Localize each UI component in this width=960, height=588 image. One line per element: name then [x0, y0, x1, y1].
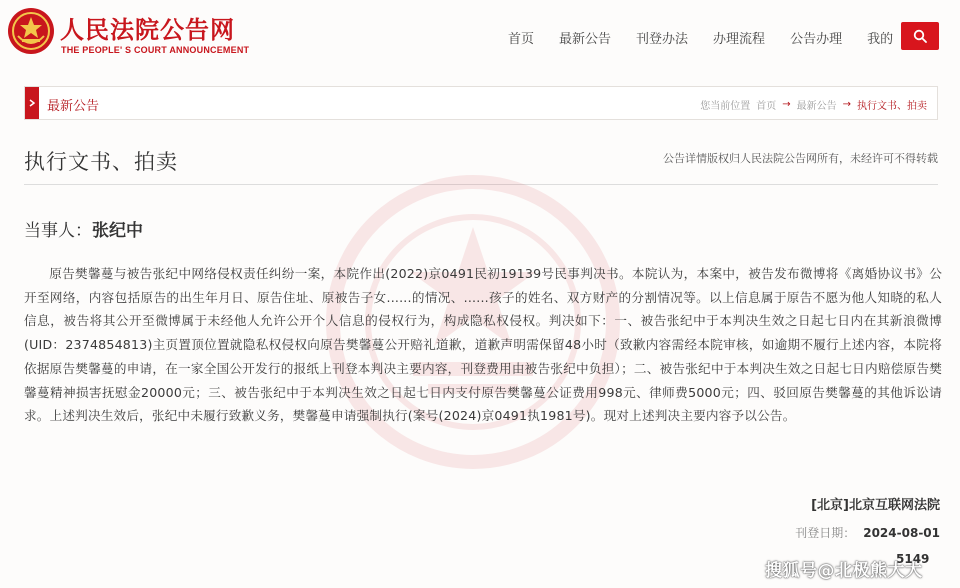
- announcement-body: 原告樊馨蔓与被告张纪中网络侵权责任纠纷一案，本院作出(2022)京0491民初19139号民事判决书。本院认为，本案中，被告发布微博将《离婚协议书》公开至网络，内容包括原告的出生年月日、原告住址、原被告子女......的情况、......孩子的姓名、双方财产的分割情况等。以上信息属于原告不愿为他人知晓的私人信息，被告将其公开至微博属于未经他人允许公开个人信息的侵权行为，构成隐私权侵权。判决如下：一、被告张纪中于本判决生效之日起七日内在其新浪微博(UID：2374854813)主页置顶位置就隐私权侵权向原告樊馨蔓公开赔礼道歉，道歉声明需保留48小时（致歉内容需经本院审核，如逾期不履行上述内容，本院将依据原告樊馨蔓的申请，在一家全国公开发行的报纸上刊登本判决主要内容，刊登费用由被告张纪中负担）；二、被告张纪中于本判决生效之日起七日内赔偿原告樊馨蔓精神损害抚慰金20000元；三、被告张纪中于本判决生效之日起七日内支付原告樊馨蔓公证费用998元、律师费5000元；四、驳回原告樊馨蔓的其他诉讼请求。上述判决生效后，张纪中未履行致歉义务，樊馨蔓申请强制执行(案号(2024)京0491执1981号)。现对上述判决主要内容予以公告。: [24, 266, 942, 424]
- court-emblem-icon[interactable]: [6, 6, 56, 56]
- nav-mine[interactable]: 我的: [867, 32, 894, 47]
- nav-latest[interactable]: 最新公告: [559, 32, 612, 47]
- page-number: 5149: [896, 552, 930, 566]
- party-label: 当事人：: [24, 221, 92, 241]
- site-brand-subtitle: THE PEOPLE' S COURT ANNOUNCEMENT: [61, 45, 250, 55]
- nav-home[interactable]: 首页: [508, 32, 535, 47]
- breadcrumb-separator: →: [842, 99, 851, 110]
- breadcrumb-marker: [25, 87, 39, 119]
- breadcrumb-separator: →: [782, 99, 791, 110]
- court-name: [北京]北京互联网法院: [811, 498, 940, 513]
- site-header: [0, 0, 960, 68]
- copyright-notice: 公告详情版权归人民法院公告网所有，未经许可不得转载: [663, 152, 938, 165]
- breadcrumb-location-label: 您当前位置: [700, 101, 751, 112]
- breadcrumb-bar: [24, 86, 938, 120]
- breadcrumb-current: 执行文书、拍卖: [857, 101, 927, 112]
- source-watermark: 搜狐号@北极熊大大: [765, 561, 923, 581]
- breadcrumb: [700, 97, 927, 112]
- search-icon: [913, 29, 927, 43]
- nav-publish-rules[interactable]: 刊登办法: [636, 32, 689, 47]
- party-line: [24, 216, 143, 241]
- nav-handle[interactable]: 公告办理: [790, 32, 843, 47]
- page-title: 执行文书、拍卖: [24, 150, 178, 174]
- breadcrumb-home[interactable]: 首页: [756, 101, 777, 112]
- publish-date-label: 刊登日期：: [795, 526, 856, 540]
- party-name: 张纪中: [92, 221, 143, 241]
- breadcrumb-latest[interactable]: 最新公告: [796, 101, 837, 112]
- chevron-right-icon: [29, 99, 35, 107]
- main-nav: [508, 28, 918, 47]
- search-button[interactable]: [901, 22, 939, 50]
- publish-date: 2024-08-01: [863, 526, 940, 540]
- nav-process[interactable]: 办理流程: [713, 32, 766, 47]
- site-brand-title[interactable]: 人民法院公告网: [60, 16, 235, 44]
- breadcrumb-title[interactable]: 最新公告: [47, 99, 100, 114]
- publish-date-line: [795, 524, 940, 541]
